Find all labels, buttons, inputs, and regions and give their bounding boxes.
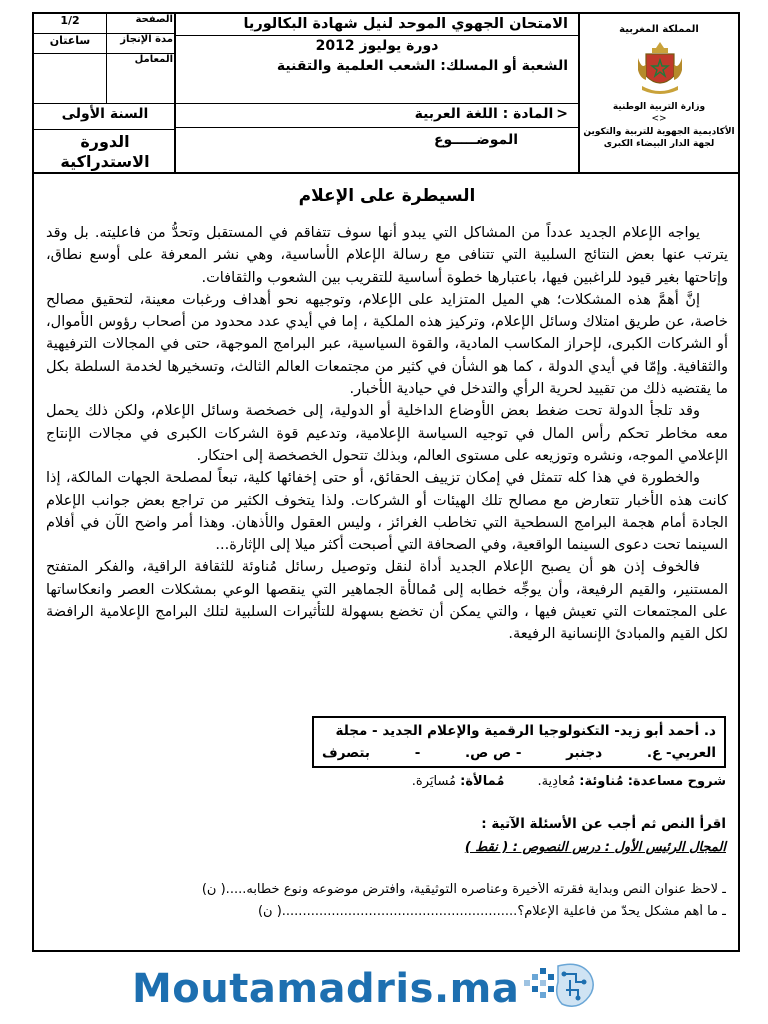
page-row bbox=[34, 14, 176, 34]
exam-meta-block bbox=[34, 14, 176, 174]
exam-subject-row bbox=[176, 106, 578, 128]
source-pages: - ص ص. bbox=[464, 745, 522, 761]
source-month: دجنبر bbox=[566, 745, 603, 761]
passage-title: السيطرة على الإعلام bbox=[298, 186, 476, 206]
glossary-label: شروح مساعدة: bbox=[627, 774, 726, 789]
page-value: 1/2 bbox=[60, 14, 80, 27]
logo-brand: Moutamadris bbox=[132, 966, 434, 1012]
passage-paragraph: يواجه الإعلام الجديد عدداً من المشاكل التي يبدو أنها سوف تتفاقم في المستقبل وتحدُّ من فاعليته. بل وقد يترتب عنها بعض النتائج السلبية التي تتنافى مع رسالة الإعلام الأساسية، وهي نشر المعرفة على أوسع نطاق، وإتاحتها بغير قيود للراغبين فيها، باعتبارها خطوة أساسية للتقريب بين الشعوب والثقافات. bbox=[46, 225, 728, 286]
exam-info-block bbox=[176, 14, 578, 174]
coefficient-value bbox=[34, 54, 106, 103]
glossary bbox=[412, 774, 726, 789]
source-line-2 bbox=[322, 742, 716, 764]
academy-line-2: لجهة الدار البيضاء الكبرى bbox=[603, 139, 715, 149]
round-label: الدورة الاستدراكية bbox=[60, 132, 150, 171]
coefficient-row bbox=[34, 54, 176, 104]
subject-arrow: < bbox=[556, 106, 568, 122]
reading-passage bbox=[46, 186, 728, 646]
source-magazine: العربي- ع. bbox=[646, 745, 716, 761]
source-line-1: د. أحمد أبو زيد- التكنولوجيا الرقمية والإعلام الجديد - مجلة bbox=[335, 723, 716, 739]
glossary-definition: مُسايَرة. bbox=[411, 774, 457, 789]
question-item: ـ لاحظ عنوان النص وبداية فقرته الأخيرة وعناصره التوثيقية، وافترض موضوعه ونوع خطابه.....( ن) bbox=[201, 882, 726, 897]
exam-title: الامتحان الجهوي الموحد لنيل شهادة البكالوريا bbox=[176, 16, 578, 36]
ministry-label: وزارة التربية الوطنية bbox=[612, 102, 706, 112]
source-dash: - bbox=[414, 745, 421, 761]
instructions: اقرأ النص ثم أجب عن الأسئلة الآتية : bbox=[481, 816, 726, 832]
section-heading: المجال الرئيس الأول : درس النصوص : ( نقط ) bbox=[464, 840, 726, 855]
exam-sheet bbox=[32, 12, 740, 952]
passage-paragraph: إنَّ أهمَّ هذه المشكلات؛ هي الميل المتزايد على الإعلام، وتوجيهه نحو أهداف ورغبات معينة، لتحقيق مصالح خاصة، عن طريق امتلاك وسائل الإعلام، وتركيز هذه الملكية ، إما في أيدي عدد محدود من أصحاب رؤوس الأموال، أو الشركات الكبرى، لإحراز المكاسب المادية، والقوة السياسية، عبر البرامج الموجهة، حتى في المجالات الترفيهية والثقافية. وإمّا في أيدي الدولة ، كما هو الشأن في كثير من مجتمعات العالم الثالث، وتسخيرها لخدمة السلطة بكل ما يقتضيه ذلك من تقييد لحرية الرأي والتدخل في حيادية الأخبار. bbox=[46, 291, 728, 398]
site-logo[interactable] bbox=[132, 960, 612, 1020]
academy-line-1: الأكاديمية الجهوية للتربية والتكوين bbox=[583, 127, 735, 137]
source-adapted: بتصرف bbox=[322, 745, 370, 761]
logo-tld: .ma bbox=[433, 966, 520, 1012]
passage-paragraph: فالخوف إذن هو أن يصبح الإعلام الجديد أداة لنقل وتوصيل رسائل مُناوئة للثقافة الراقية، والفكر المتفتح المستنير، والقيم الرفيعة، وأن يوجِّه خطابه إلى مُمالأة الجماهير التي ينقصها الوعي بمشكلات العصر وانعكاساتها على المجتمعات التي تعيش فيها ، والتي يمكن أن تخضع بسهولة للتأثيرات السلبية لتلك البرامج الإعلامية الرافضة لكل القيم والمبادئ الإنسانية الرفيعة. bbox=[46, 559, 728, 643]
duration-row bbox=[34, 34, 176, 54]
question-item: ـ ما أهم مشكل يحدّ من فاعلية الإعلام؟.........................................................( ن) bbox=[257, 904, 726, 919]
institution-block bbox=[578, 14, 738, 174]
coat-of-arms-icon bbox=[634, 40, 686, 98]
exam-session: دورة يوليوز 2012 bbox=[315, 38, 439, 54]
brain-circuit-icon bbox=[520, 960, 600, 1018]
logo-wordmark bbox=[132, 966, 519, 1012]
ministry-mark: <> bbox=[651, 114, 667, 124]
glossary-definition: مُعادِية. bbox=[537, 774, 576, 789]
academy-label bbox=[580, 126, 738, 150]
kingdom-label: المملكة المغربية bbox=[619, 24, 699, 35]
exam-header bbox=[34, 14, 738, 174]
source-citation bbox=[312, 716, 726, 768]
duration-label: مدة الإنجاز bbox=[106, 34, 176, 53]
glossary-term: مُمالأة: bbox=[460, 774, 505, 789]
glossary-term: مُناوئة: bbox=[579, 774, 624, 789]
page-label: الصفحة bbox=[106, 14, 176, 33]
passage-paragraph: والخطورة في هذا كله تتمثل في إمكان تزييف الحقائق، أو حتى إخفائها كلية، تبعاً لمصلحة الجهات المالكة، إذا كانت هذه الأخبار تتعارض مع مصالح تلك الهيئات أو الشركات. ولذا يتخوف الكثير من تراجع بعض جوانب الإعلام الجادة أمام هجمة البرامج السطحية التي تخاطب الغرائز ، وليس العقول والأذهان. وهذا أمر واضح الآن في أفلام السينما تحت دعوى السينما الواقعية، وفي الصحافة التي أصبحت أكثر ميلا إلى الإثارة... bbox=[46, 470, 728, 554]
passage-paragraph: وقد تلجأ الدولة تحت ضغط بعض الأوضاع الداخلية أو الدولية، إلى خصخصة وسائل الإعلام، ولكن ذلك يحمل معه مخاطر تحكم رأس المال في توجيه السياسة الإعلامية، وتدعيم قوة الشركات الكبرى في مجالات الإنتاج الإعلامي الموجه، ونشره وتوزيعه على مستوى العالم، وبذلك تتحول الخصخصة إلى احتكار. bbox=[46, 403, 728, 464]
topic-label: الموضـــــوع bbox=[433, 132, 518, 148]
exam-stream: الشعبة أو المسلك: الشعب العلمية والتقنية bbox=[176, 58, 578, 104]
exam-subject: المادة : اللغة العربية bbox=[414, 106, 554, 122]
duration-value: ساعتان bbox=[49, 34, 91, 47]
coefficient-label: المعامل bbox=[106, 54, 176, 103]
year-label: السنة الأولى bbox=[34, 106, 176, 130]
